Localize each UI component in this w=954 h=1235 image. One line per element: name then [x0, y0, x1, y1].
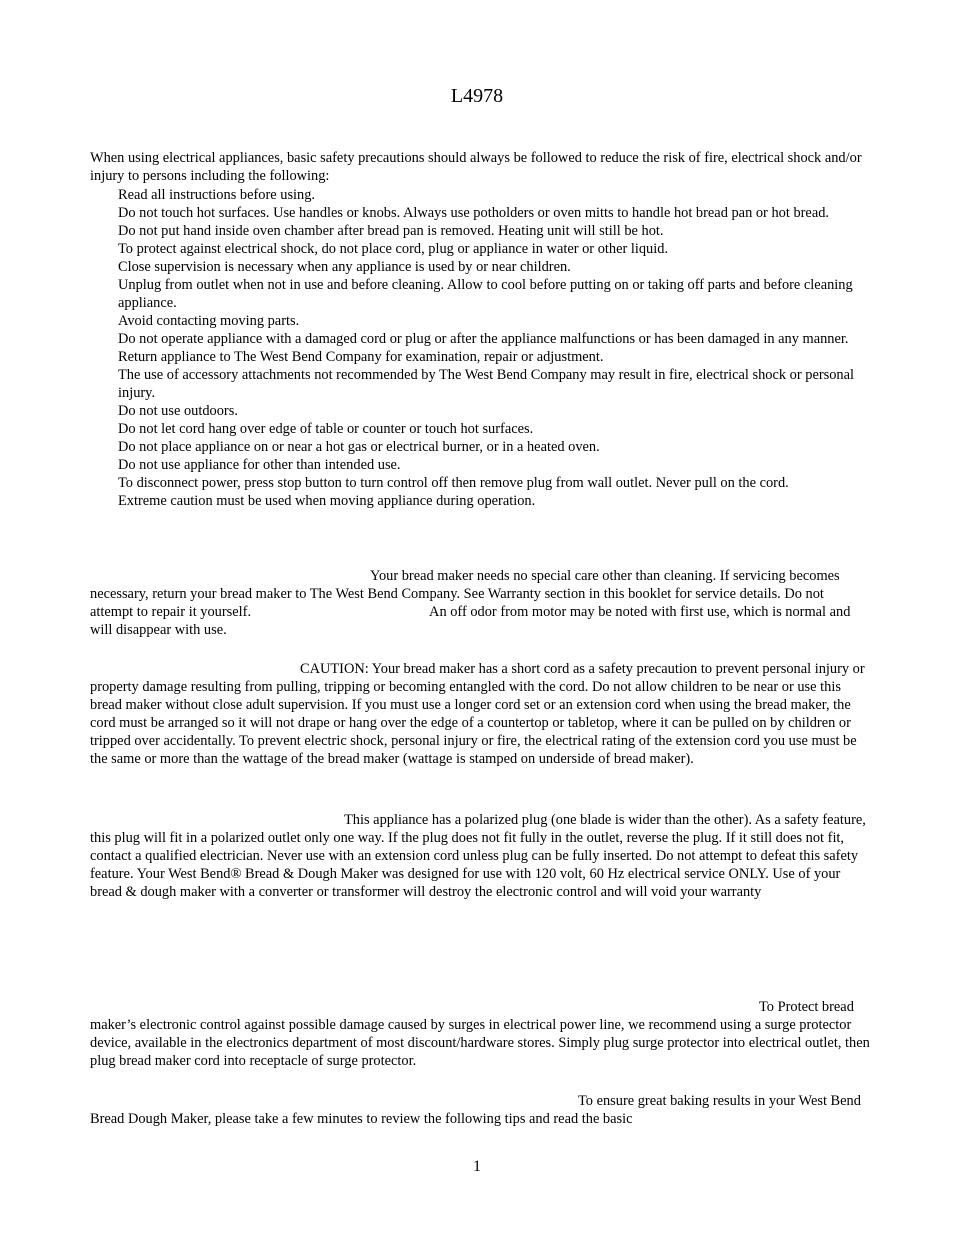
list-item: Do not use appliance for other than intended use. [118, 457, 401, 473]
list-item: Do not let cord hang over edge of table or counter or touch hot surfaces. [118, 421, 534, 437]
page-title: L4978 [450, 85, 504, 107]
list-item: Read all instructions before using. [118, 187, 316, 203]
list-item: Do not use outdoors. [118, 403, 238, 419]
list-item: The use of accessory attachments not recommended by The West Bend Company may result in fire, electrical shock or personal injury. [118, 367, 854, 401]
tips-text: To ensure great baking results in your West Bend Bread Dough Maker, please take a few minutes to review the following tips and read the basic [90, 1093, 861, 1127]
list-item: Do not operate appliance with a damaged cord or plug or after the appliance malfunctions or has been damaged in any manner. Return appliance to The West Bend Company for examination, repair or adjustment. [118, 331, 849, 365]
list-item: Extreme caution must be used when moving appliance during operation. [118, 493, 536, 509]
list-item: Unplug from outlet when not in use and before cleaning. Allow to cool before putting on or taking off parts and before cleaning appliance. [118, 277, 853, 311]
cord-paragraph [90, 660, 870, 768]
list-item: To protect against electrical shock, do not place cord, plug or appliance in water or other liquid. [118, 241, 669, 257]
list-item: To disconnect power, press stop button to turn control off then remove plug from wall outlet. Never pull on the cord. [118, 475, 789, 491]
list-item: Close supervision is necessary when any appliance is used by or near children. [118, 259, 571, 275]
surge-paragraph [90, 998, 870, 1070]
safeguards-list [118, 186, 870, 510]
care-paragraph [90, 567, 870, 639]
intro-paragraph: When using electrical appliances, basic safety precautions should always be followed to reduce the risk of fire, electrical shock and/or injury to persons including the following: [90, 150, 862, 184]
page-number: 1 [473, 1158, 481, 1175]
surge-text: To Protect bread maker’s electronic control against possible damage caused by surges in electrical power line, we recommend using a surge protector device, available in the electronics department of most discount/hardware stores. Simply plug surge protector into electrical outlet, then plug bread maker cord into receptacle of surge protector. [90, 999, 870, 1069]
care-text: Your bread maker needs no special care other than cleaning. If servicing becomes necessary, return your bread maker to The West Bend Company. See Warranty section in this booklet for service details. Do not attempt to repair it yourself. [90, 568, 840, 620]
list-item: Avoid contacting moving parts. [118, 313, 300, 329]
tips-paragraph [90, 1092, 870, 1128]
list-item: Do not touch hot surfaces. Use handles or knobs. Always use potholders or oven mitts to handle hot bread pan or hot bread. [118, 205, 829, 221]
plug-paragraph [90, 811, 870, 901]
care-text-odor: An off odor from motor may be noted with first use, which is normal and will disappear with use. [90, 604, 851, 638]
list-item: Do not put hand inside oven chamber after bread pan is removed. Heating unit will still be hot. [118, 223, 664, 239]
cord-text: CAUTION: Your bread maker has a short cord as a safety precaution to prevent personal injury or property damage resulting from pulling, tripping or becoming entangled with the cord. Do not allow children to be near or use this bread maker without close adult supervision. If you must use a longer cord set or an extension cord when using the bread maker, the cord must be arranged so it will not drape or hang over the edge of a countertop or tabletop, where it can be pulled on by children or tripped over accidentally. To prevent electric shock, personal injury or fire, the electrical rating of the extension cord you use must be the same or more than the wattage of the bread maker (wattage is stamped on underside of bread maker). [90, 661, 865, 767]
list-item: Do not place appliance on or near a hot gas or electrical burner, or in a heated oven. [118, 439, 600, 455]
plug-text: This appliance has a polarized plug (one blade is wider than the other). As a safety feature, this plug will fit in a polarized outlet only one way. If the plug does not fit fully in the outlet, reverse the plug. If it still does not fit, contact a qualified electrician. Never use with an extension cord unless plug can be fully inserted. Do not attempt to defeat this safety feature. Your West Bend® Bread & Dough Maker was designed for use with 120 volt, 60 Hz electrical service ONLY. Use of your bread & dough maker with a converter or transformer will destroy the electronic control and will void your warranty [90, 812, 866, 900]
